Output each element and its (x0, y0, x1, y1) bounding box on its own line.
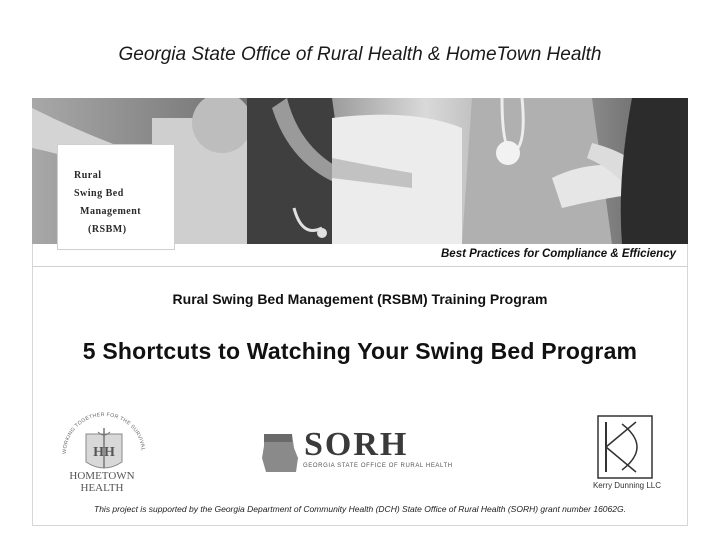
badge-line-1: Rural (74, 170, 102, 181)
rsbm-badge (58, 145, 174, 249)
svg-text:HH: HH (93, 445, 115, 460)
hometown-arc-text: WORKING TOGETHER FOR THE SURVIVAL (61, 411, 146, 455)
hometown-name-line-1: HOMETOWN (69, 470, 135, 482)
badge-line-2: Swing Bed (74, 188, 124, 199)
hometown-health-name (60, 470, 144, 494)
badge-line-4: (RSBM) (88, 224, 127, 235)
sorh-subtitle: GEORGIA STATE OFFICE OF RURAL HEALTH (303, 463, 453, 469)
tagline-divider (32, 266, 688, 267)
tagline: Best Practices for Compliance & Efficiency (441, 248, 676, 260)
hometown-name-line-2: HEALTH (80, 482, 124, 494)
sorh-wordmark: SORH (304, 426, 409, 463)
badge-line-3: Management (80, 206, 142, 217)
kerry-dunning-name: Kerry Dunning LLC (592, 481, 662, 490)
main-title: 5 Shortcuts to Watching Your Swing Bed Program (82, 338, 638, 364)
footer-grant-note: This project is supported by the Georgia Department of Community Health (DCH) State Office of Rural Health (SORH) grant number 16062G. (94, 504, 626, 514)
program-title: Rural Swing Bed Management (RSBM) Training Program (172, 291, 548, 307)
page-header-title: Georgia State Office of Rural Health & HomeTown Health (118, 44, 602, 65)
